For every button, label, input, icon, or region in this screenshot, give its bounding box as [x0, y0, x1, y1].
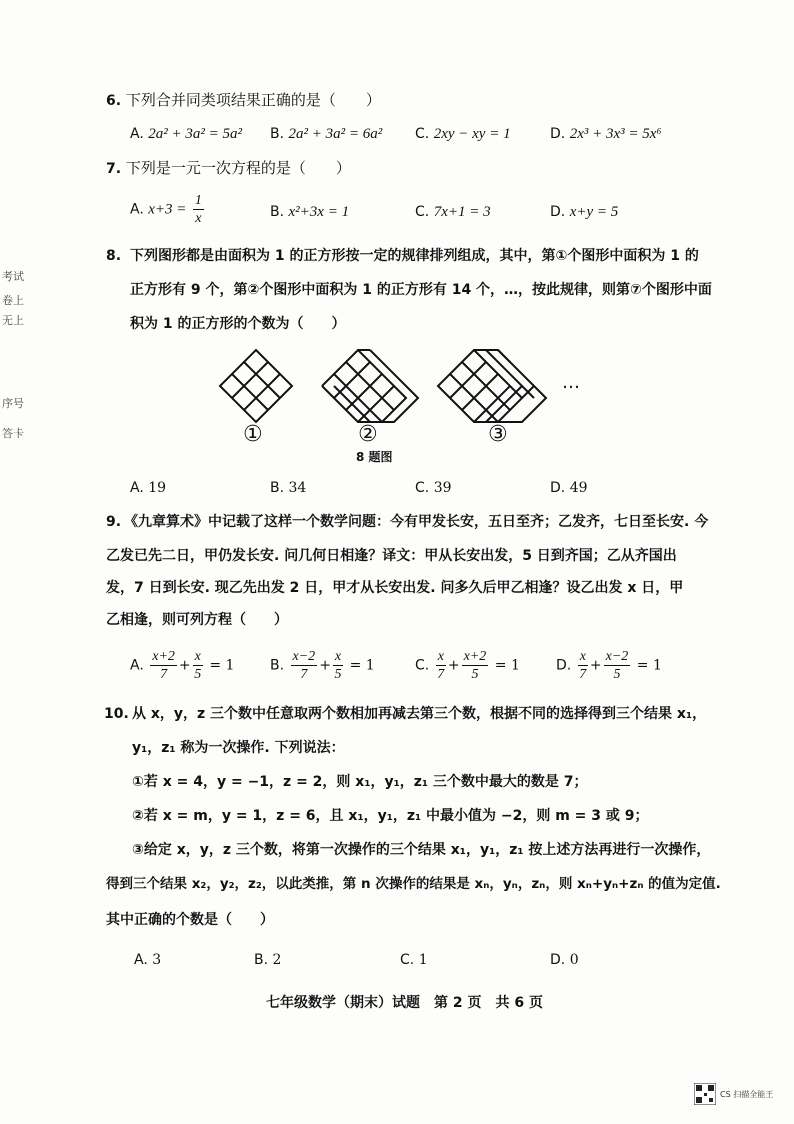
question-line: 得到三个结果 x₂，y₂，z₂，以此类推，第 n 次操作的结果是 xₙ，yₙ，zₙ，则 xₙ+yₙ+zₙ 的值为定值. — [106, 876, 721, 892]
figure-1-grid — [220, 350, 292, 422]
question-stem: 下列是一元一次方程的是（ ） — [125, 159, 351, 177]
margin-note: 序号 — [2, 397, 24, 410]
question-line: 从 x，y，z 三个数中任意取两个数相加再减去第三个数，根据不同的选择得到三个结果 x₁， — [132, 706, 707, 722]
question-line: ②若 x = m，y = 1，z = 6，且 x₁，y₁，z₁ 中最小值为 −2，则 m = 3 或 9； — [132, 808, 649, 824]
option-d: D. $\frac{x}{7}$ + $\frac{x-2}{5}$ = 1 — [556, 649, 662, 682]
option-c: C. 39 — [415, 480, 452, 496]
question-line: 乙相逢，则可列方程（ ） — [106, 612, 288, 628]
question-line: 正方形有 9 个，第②个图形中面积为 1 的正方形有 14 个，…，按此规律，则第⑦个图形中面 — [130, 282, 712, 298]
question-line: 乙发已先二日，甲仍发长安. 问几何日相逢？译文：甲从长安出发，5 日到齐国；乙从齐国出 — [106, 548, 677, 564]
question-stem: 下列合并同类项结果正确的是（ ） — [125, 91, 381, 109]
question-number: 10. — [104, 706, 129, 722]
figure-caption: 8 题图 — [356, 450, 393, 464]
option-a: A. 2a² + 3a² = 5a² — [130, 126, 242, 142]
scanner-badge — [694, 1082, 786, 1106]
option-a: A. x+3 = $\frac{1}{x}$ — [130, 193, 202, 226]
figure-label-2: ② — [358, 422, 378, 447]
option-b: B. 34 — [270, 480, 307, 496]
option-c: C. 7x+1 = 3 — [415, 204, 491, 220]
page-footer: 七年级数学（期末）试题 第 2 页 共 6 页 — [266, 995, 543, 1011]
margin-note: 答卡 — [2, 427, 24, 440]
margin-note: 卷上 — [2, 294, 24, 307]
question-number: 8. — [106, 248, 122, 264]
figure-label-1: ① — [243, 422, 263, 447]
question-line: 下列图形都是由面积为 1 的正方形按一定的规律排列组成，其中，第①个图形中面积为 1 的 — [130, 248, 699, 264]
question-7 — [106, 158, 351, 179]
question-line: y₁，z₁ 称为一次操作. 下列说法： — [132, 740, 345, 756]
qr-code-icon — [694, 1083, 716, 1105]
figure-3-grid — [438, 350, 546, 422]
option-b: B. 2a² + 3a² = 6a² — [270, 126, 383, 142]
question-line: ①若 x = 4，y = −1，z = 2，则 x₁，y₁，z₁ 三个数中最大的数是 7； — [132, 774, 588, 790]
question-line: 其中正确的个数是（ ） — [106, 912, 274, 928]
scanner-badge-text: CS 扫描全能王 — [720, 1089, 774, 1099]
pattern-figure — [210, 340, 590, 430]
figure-2-grid — [322, 350, 418, 422]
question-number: 9. — [106, 514, 122, 530]
margin-note: 考试 — [2, 270, 24, 283]
option-c: C. 2xy − xy = 1 — [415, 126, 511, 142]
figure-label-3: ③ — [488, 422, 508, 447]
option-d: D. x+y = 5 — [550, 204, 619, 220]
option-a: A. 3 — [134, 952, 162, 968]
option-c: C. $\frac{x}{7}$ + $\frac{x+2}{5}$ = 1 — [415, 649, 520, 682]
question-line: 《九章算术》中记载了这样一个数学问题：今有甲发长安，五日至齐；乙发齐，七日至长安. 今 — [124, 514, 709, 530]
option-d: D. 49 — [550, 480, 588, 496]
question-6 — [106, 90, 381, 111]
question-line: 积为 1 的正方形的个数为（ ） — [130, 316, 346, 332]
option-b: B. 2 — [254, 952, 282, 968]
question-line: ③给定 x，y，z 三个数，将第一次操作的三个结果 x₁，y₁，z₁ 按上述方法再进行一次操作， — [132, 842, 711, 858]
option-a: A. 19 — [130, 480, 167, 496]
option-c: C. 1 — [400, 952, 428, 968]
option-a: A. $\frac{x+2}{7}$ + $\frac{x}{5}$ = 1 — [130, 649, 235, 682]
margin-note: 无上 — [2, 314, 24, 327]
option-b: B. $\frac{x-2}{7}$ + $\frac{x}{5}$ = 1 — [270, 649, 375, 682]
question-number: 7. — [106, 161, 122, 177]
question-number: 6. — [106, 93, 122, 109]
option-d: D. 2x³ + 3x³ = 5x⁶ — [550, 126, 662, 142]
option-d: D. 0 — [550, 952, 579, 968]
question-line: 发，7 日到长安. 现乙先出发 2 日，甲才从长安出发. 问多久后甲乙相逢？设乙出发 x 日，甲 — [106, 580, 684, 596]
figure-ellipsis: … — [562, 372, 580, 393]
option-b: B. x²+3x = 1 — [270, 204, 350, 220]
